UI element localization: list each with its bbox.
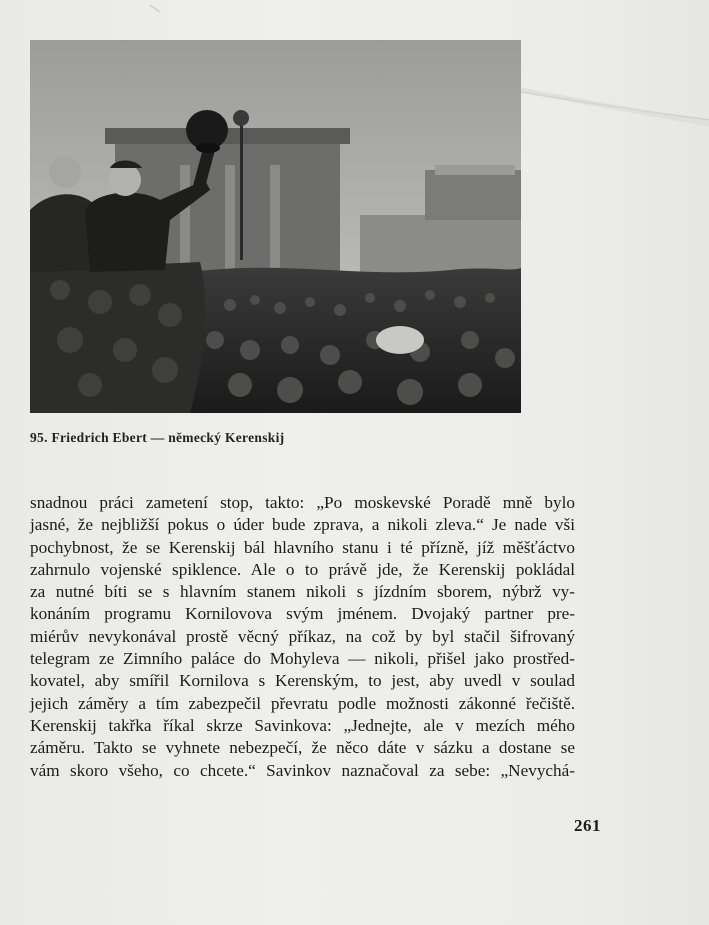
text-line: Kerenskij takřka říkal skrze Savinkova: „Jednejte, ale v mezích mého (30, 715, 575, 735)
historical-photograph (30, 40, 521, 413)
text-line: kovatel, aby smířil Kornilova s Kerenským, to jest, aby uvedl v soulad (30, 671, 575, 691)
text-line: jasné, že nejbližší pokus o úder bude zprava, a nikoli zleva.“ Je nade vši (30, 515, 575, 535)
text-line: vám skoro všeho, co chcete.“ Savinkov naznačoval za sebe: „Nevychá- (30, 760, 575, 780)
text-line: telegram ze Zimního paláce do Mohyleva — nikoli, přišel jako prostřed- (30, 649, 575, 669)
text-line: za nutné bíti se s hlavním stanem nikoli s jízdním sborem, nýbrž vy- (30, 582, 575, 602)
body-text (30, 492, 575, 782)
text-line: zahrnulo vojenské spiklence. Ale o to právě jde, že Kerenskij pokládal (30, 559, 575, 579)
text-line: záměru. Takto se vyhnete nebezpečí, že něco dáte v sázku a dostane se (30, 738, 575, 758)
text-line: jejich záměry a tím zabezpečil převratu podle možnosti zákonné řečiště. (30, 693, 575, 713)
text-line: pochybnost, že se Kerenskij bál hlavního stanu i té přízně, jíž měšťáctvo (30, 537, 575, 557)
text-line: miérův nevykonával prostě věcný příkaz, na což by byl stačil šifrovaný (30, 626, 575, 646)
text-line: snadnou práci zametení stop, takto: „Po moskevské Poradě mně bylo (30, 493, 575, 512)
figure-caption: 95. Friedrich Ebert — německý Kerenskij (30, 430, 285, 445)
page-number: 261 (574, 816, 601, 835)
text-line: konáním programu Kornilovova svým jménem. Dvojaký partner pre- (30, 604, 575, 624)
